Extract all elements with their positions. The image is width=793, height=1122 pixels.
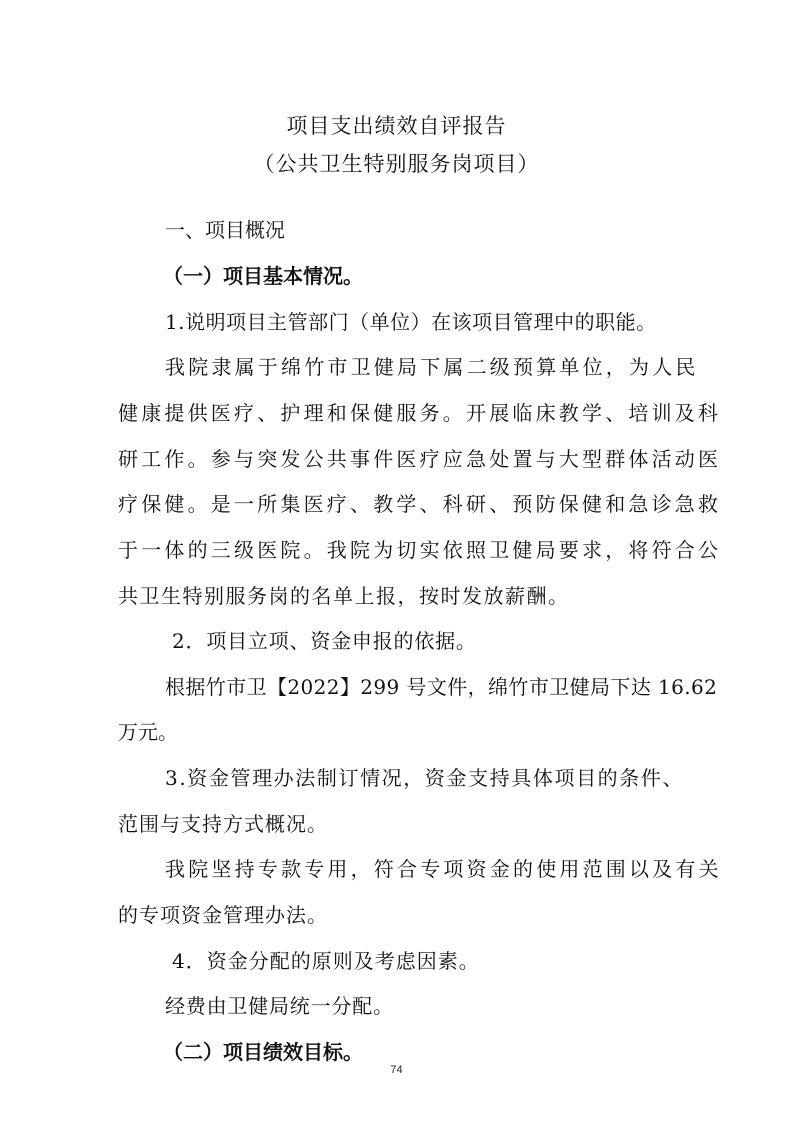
paragraph-line: 于一体的三级医院。我院为切实依照卫健局要求，将符合公 [118, 538, 722, 562]
page-number: 74 [390, 1064, 403, 1076]
subsection-heading-targets: （二）项目绩效目标。 [163, 1040, 363, 1064]
item-heading-4: 4．资金分配的原则及考虑因素。 [172, 949, 480, 973]
section-heading-overview: 一、项目概况 [165, 218, 285, 242]
paragraph-line: 共卫生特别服务岗的名单上报，按时发放薪酬。 [118, 584, 570, 608]
paragraph-line: 健康提供医疗、护理和保健服务。开展临床教学、培训及科 [118, 401, 722, 425]
paragraph-line: 我院隶属于绵竹市卫健局下属二级预算单位，为人民 [165, 355, 699, 379]
paragraph-line: 疗保健。是一所集医疗、教学、科研、预防保健和急诊急救 [118, 492, 722, 516]
item-heading-2: 2．项目立项、资金申报的依据。 [172, 629, 477, 653]
paragraph-line: 研工作。参与突发公共事件医疗应急处置与大型群体活动医 [118, 447, 722, 471]
paragraph-line: 我院坚持专款专用，符合专项资金的使用范围以及有关 [165, 857, 722, 881]
report-title: 项目支出绩效自评报告 [286, 114, 507, 138]
paragraph-line: 的专项资金管理办法。 [118, 903, 328, 927]
paragraph-line: 根据竹市卫【2022】299 号文件，绵竹市卫健局下达 16.62 [165, 675, 718, 699]
item-heading-3: 3.资金管理办法制订情况，资金支持具体项目的条件、 [165, 766, 685, 790]
subsection-heading-basic-info: （一）项目基本情况。 [163, 264, 363, 288]
report-subtitle: （公共卫生特别服务岗项目） [253, 152, 540, 176]
paragraph-line: 经费由卫健局统一分配。 [165, 994, 394, 1018]
paragraph-line: 万元。 [118, 720, 178, 744]
item-heading-1: 1.说明项目主管部门（单位）在该项目管理中的职能。 [165, 310, 657, 334]
item-heading-3-cont: 范围与支持方式概况。 [118, 812, 328, 836]
